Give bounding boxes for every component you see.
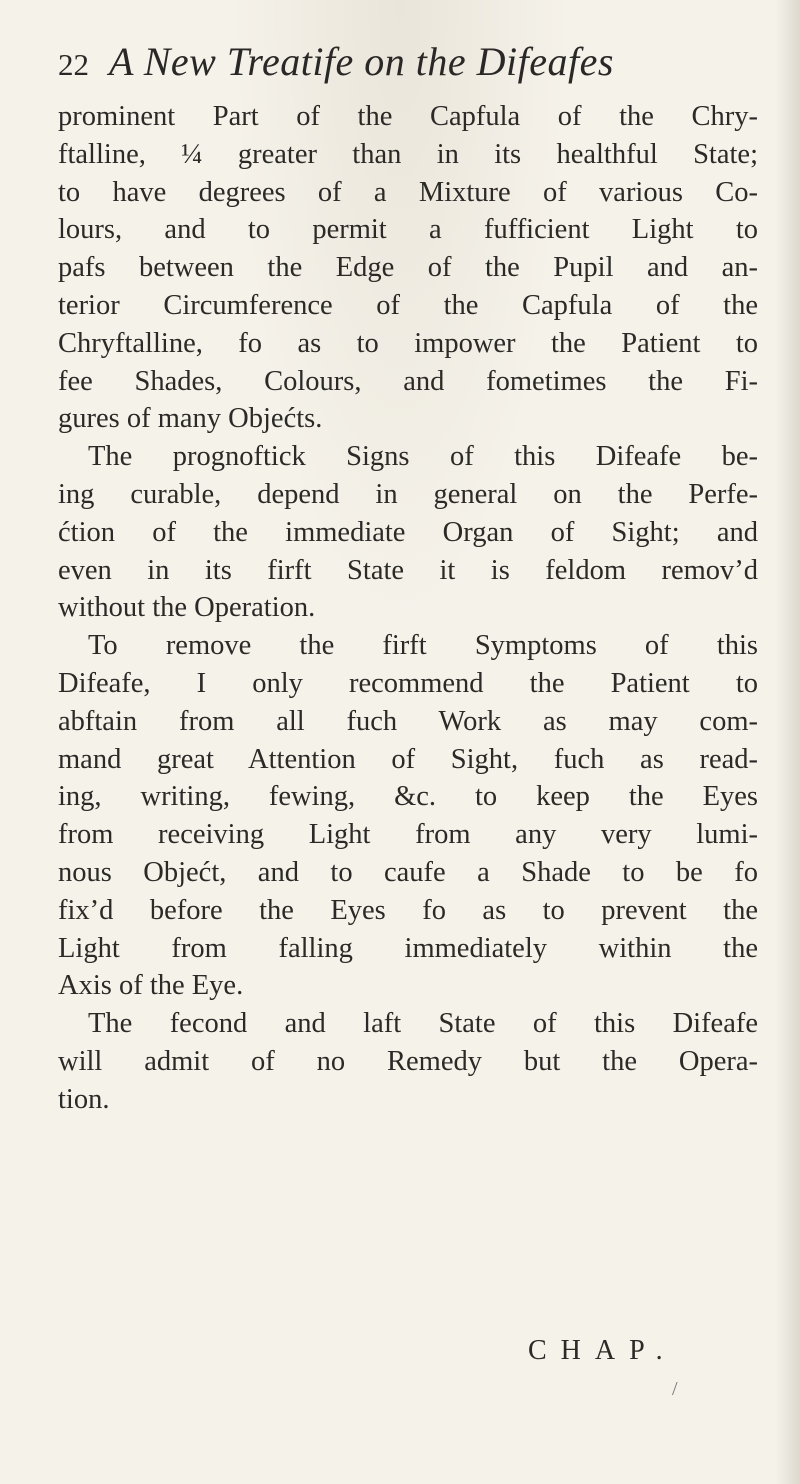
text-line: will admit of no Remedy but the Opera-: [58, 1045, 758, 1077]
text-line: ćtion of the immediate Organ of Sight; and: [58, 516, 758, 548]
text-line: Light from falling immediately within the: [58, 932, 758, 964]
text-line: prominent Part of the Capfula of the Chry-: [58, 101, 758, 132]
text-line: fix’d before the Eyes fo as to prevent the: [58, 894, 758, 926]
page-number: 22: [58, 47, 89, 82]
text-line: tion.: [58, 1083, 110, 1115]
text-line: ing curable, depend in general on the Perfe-: [58, 478, 758, 510]
text-line: Difeafe, I only recommend the Patient to: [58, 667, 758, 699]
text-line: gures of many Objećts.: [58, 403, 323, 435]
text-line: from receiving Light from any very lumi-: [58, 819, 758, 851]
text-line: without the Operation.: [58, 592, 316, 624]
text-line: ftalline, ¼ greater than in its healthful State;: [58, 138, 758, 170]
catchword: CHAP.: [528, 1335, 677, 1366]
text-line: The fecond and laft State of this Difeafe: [88, 1008, 758, 1040]
text-line: Chryftalline, fo as to impower the Patient to: [58, 327, 758, 359]
text-line: pafs between the Edge of the Pupil and an-: [58, 252, 758, 284]
running-title: A New Treatife on the Difeafes: [109, 39, 614, 84]
text-line: lours, and to permit a fufficient Light to: [58, 214, 758, 246]
text-line: ing, writing, fewing, &c. to keep the Eyes: [58, 781, 758, 813]
text-line: mand great Attention of Sight, fuch as read-: [58, 743, 758, 775]
text-line: to have degrees of a Mixture of various Co-: [58, 176, 758, 208]
text-line: To remove the firft Symptoms of this: [88, 630, 758, 662]
text-line: even in its firft State it is feldom remov’d: [58, 554, 758, 586]
text-line: Axis of the Eye.: [58, 970, 244, 1002]
text-line: fee Shades, Colours, and fometimes the Fi-: [58, 365, 758, 397]
signature-mark: /: [672, 1378, 678, 1400]
text-line: abftain from all fuch Work as may com-: [58, 705, 758, 737]
text-line: nous Objećt, and to caufe a Shade to be fo: [58, 856, 758, 888]
body-text: [58, 98, 758, 1119]
text-line: The prognoftick Signs of this Difeafe be-: [88, 441, 758, 473]
page-header: [58, 38, 760, 98]
text-line: terior Circumference of the Capfula of the: [58, 289, 758, 321]
